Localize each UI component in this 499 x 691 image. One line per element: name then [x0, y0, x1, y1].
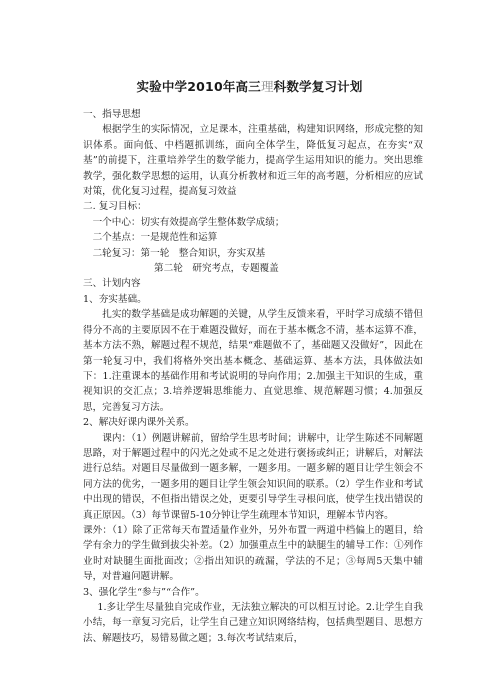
item-2-outside-paragraph: 课外：（1）除了正常每天布置适量作业外，另外布置一两道中档偏上的题目，给学有余力的学生做到拔尖补差。（2）加强重点生中的缺腿生的辅导工作：①列作业时对缺腿生面批面改；②指出知识的疏漏，学法的不足；③每周5天集中辅导，对普遍问题讲解。 — [83, 524, 423, 583]
section-1-paragraph: 根据学生的实际情况，立足课本，注重基础，构建知识网络，形成完整的知识体系。面向低、中档题抓训练，面向全体学生，降低复习起点，在夯实“双基”的前提下，注重培养学生的数学能力，提高学生运用知识的能力。突出思维教学，强化数学思想的运用，认真分析教材和近三年的高考题，分析相应的应试对策，优化复习过程，提高复习效益 — [83, 124, 423, 198]
goal-round-one: 二轮复习：第一轮 整合知识，夯实双基 — [92, 247, 266, 259]
item-2-inclass-paragraph: 课内：（1）例题讲解前，留给学生思考时间；讲解中，让学生陈述不同解题思路，对于解题过程中的闪光之处或不足之处进行褒扬或纠正；讲解后，对解法进行总结。对题目尽量做到一题多解，一题多用。一题多解的题目让学生领会不同方法的优劣，一题多用的题目让学生领会知识间的联系。（2）学生作业和考试中出现的错误，不但指出错误之处，更要引导学生寻根问底，使学生找出错误的真正原因。（3）每节课留5-10分钟让学生疏理本节知识，理解本节内容。 — [83, 432, 423, 521]
document-title — [0, 77, 499, 95]
item-1-paragraph: 扎实的数学基础是成功解题的关键，从学生反馈来看，平时学习成绩不错但得分不高的主要原因不在于难题没做好，而在于基本概念不清，基本运算不准，基本方法不熟，解题过程不规范，结果“难题做不了，基础题又没做好”，因此在第一轮复习中，我们将格外突出基本概念、基础运算、基本方法，具体做法如下：1.注重课本的基础作用和考试说明的导向作用；2.加强主干知识的生成，重视知识的交汇点；3.培养逻辑思维能力、直觉思维、规范解题习惯；4.加强反思，完善复习方法。 — [83, 309, 423, 413]
document-body — [83, 107, 423, 646]
item-1-heading: 1、夯实基础。 — [83, 293, 147, 305]
goal-center: 一个中心：切实有效提高学生整体数学成绩； — [92, 216, 285, 228]
title-part-plan: 科数学复习计划 — [273, 79, 363, 94]
title-part-grade: 年高三 — [222, 79, 261, 94]
section-1-heading: 一、指导思想 — [83, 109, 141, 120]
title-part-year: 2010 — [187, 79, 223, 94]
title-part-school: 实验中学 — [136, 79, 188, 94]
title-part-science: 理 — [260, 79, 274, 94]
goal-base-points: 二个基点：一是规范性和运算 — [92, 232, 218, 244]
goal-round-two: 第二轮 研究考点，专题覆盖 — [154, 263, 279, 275]
section-2-heading: 二. 复习目标： — [83, 201, 147, 213]
item-2-heading: 2、解决好课内课外关系。 — [83, 417, 195, 429]
item-3-paragraph: 1.多让学生尽量独自完成作业，无法独立解决的可以相互讨论。2.让学生自我小结，每一章复习完后，让学生自己建立知识网络结构，包括典型题目、思想方法、解题技巧，易错易做之题；3.每次考试结束后， — [83, 602, 423, 644]
section-3-heading: 三、计划内容 — [83, 278, 141, 290]
item-3-heading: 3、强化学生“参与”“合作”。 — [83, 586, 205, 598]
